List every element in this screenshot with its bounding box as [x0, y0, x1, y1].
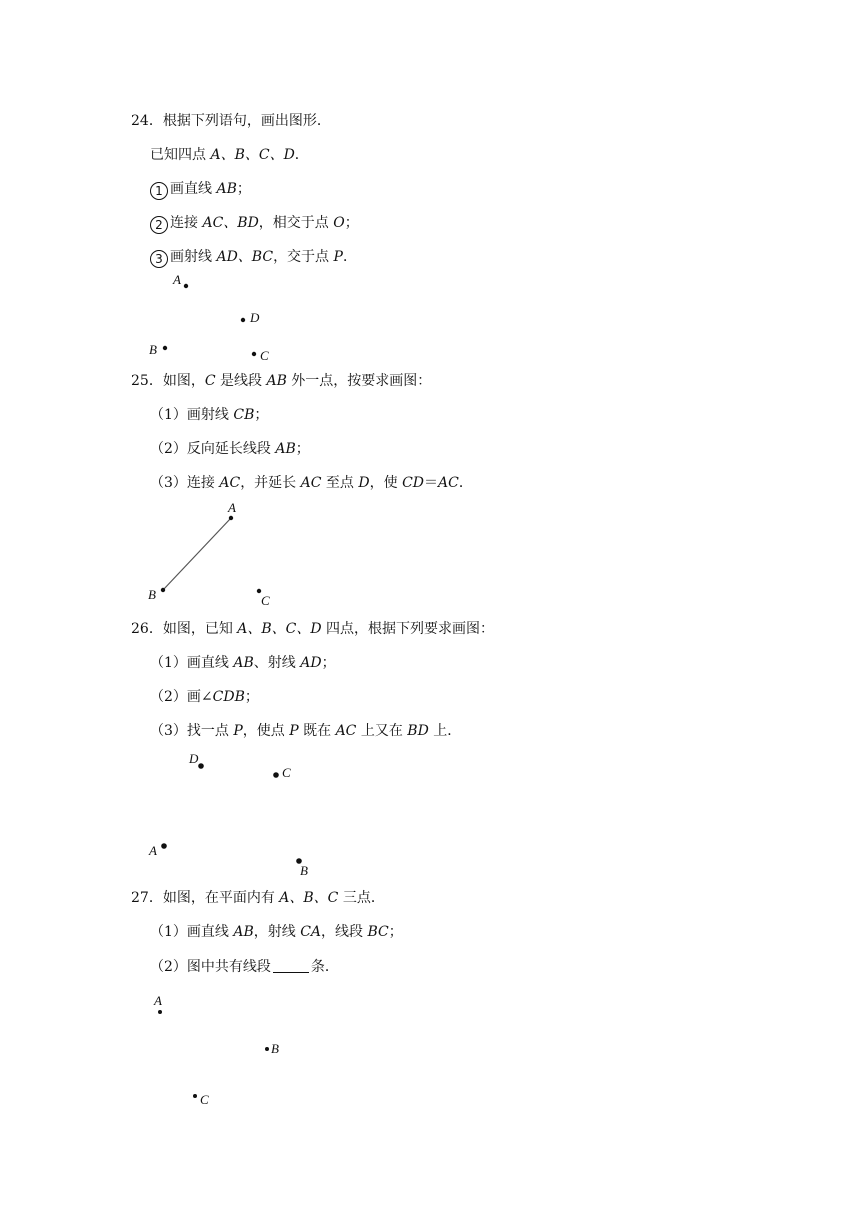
q26-label-a: A — [149, 843, 157, 858]
q25-step-1: （1）画射线 CB； — [150, 407, 269, 423]
q25-label-c: C — [261, 593, 270, 608]
q26-point-c — [273, 772, 279, 778]
q24-label-b: B — [149, 342, 157, 357]
q26-title: 26．如图，已知 A、B、C、D 四点，根据下列要求画图： — [131, 621, 495, 637]
q25-figure — [0, 498, 860, 613]
q26-step-3: （3）找一点 P，使点 P 既在 AC 上又在 BD 上． — [150, 723, 462, 739]
q24-point-b — [163, 346, 167, 350]
q27-title: 27．如图，在平面内有 A、B、C 三点． — [131, 890, 385, 906]
q27-step-2: （2）图中共有线段 条． — [150, 959, 339, 975]
q27-point-b — [265, 1047, 269, 1051]
q25-point-a — [229, 516, 233, 520]
q25-point-b — [161, 588, 165, 592]
q24-label-c: C — [260, 348, 269, 363]
q24-label-a: A — [173, 272, 181, 287]
q25-segment-ab — [163, 518, 231, 590]
q24-point-a — [184, 284, 188, 288]
q25-title: 25．如图，C 是线段 AB 外一点，按要求画图： — [131, 373, 432, 389]
q24-step-2: 2 连接 AC、BD，相交于点 O； — [150, 213, 359, 234]
q26-label-d: D — [189, 751, 199, 766]
q24-title: 24．根据下列语句，画出图形． — [131, 113, 331, 129]
q27-figure — [0, 985, 860, 1115]
answer-blank[interactable] — [273, 958, 309, 973]
q24-step-3: 3 画射线 AD、BC，交于点 P． — [150, 247, 357, 268]
q25-step-2: （2）反向延长线段 AB； — [150, 441, 310, 457]
q27-step-1: （1）画直线 AB，射线 CA，线段 BC； — [150, 924, 403, 940]
q26-point-a — [161, 843, 167, 849]
q24-intro: 已知四点 A、B、C、D． — [150, 147, 309, 163]
q25-label-b: B — [148, 587, 156, 602]
q26-step-1: （1）画直线 AB、射线 AD； — [150, 655, 336, 671]
q26-figure — [0, 745, 860, 885]
q26-step-2: （2）画∠CDB； — [150, 689, 259, 705]
q27-label-a: A — [154, 993, 162, 1008]
q27-label-c: C — [200, 1092, 209, 1107]
q25-step-3: （3）连接 AC，并延长 AC 至点 D，使 CD＝AC． — [150, 475, 473, 491]
q24-step-1: 1 画直线 AB； — [150, 179, 251, 200]
q24-point-c — [252, 352, 256, 356]
q24-label-d: D — [250, 310, 260, 325]
q26-label-b: B — [300, 863, 308, 878]
q26-point-d — [198, 763, 204, 769]
q26-label-c: C — [282, 765, 291, 780]
q27-label-b: B — [271, 1041, 279, 1056]
q27-point-c — [193, 1094, 197, 1098]
q25-label-a: A — [228, 500, 236, 515]
q24-point-d — [241, 318, 245, 322]
q27-point-a — [158, 1010, 162, 1014]
q24-figure — [0, 270, 860, 365]
